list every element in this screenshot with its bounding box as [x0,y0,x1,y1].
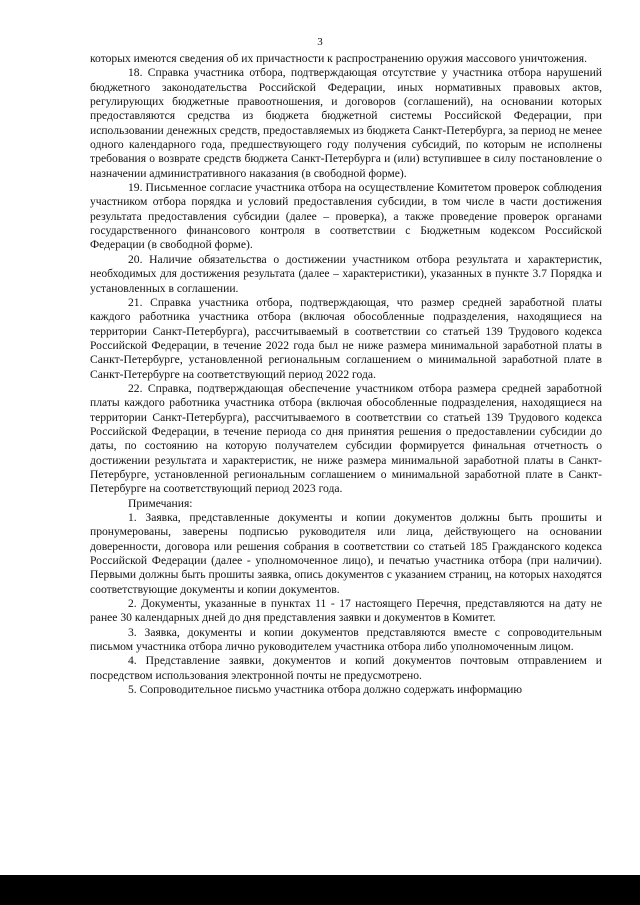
paragraph-17-continuation: которых имеются сведения об их причастности к распространению оружия массового уничтожения. [90,52,587,65]
paragraph-20: 20. Наличие обязательства о достижении участником отбора результата и характеристик, необходимых для достижения результата (далее – характеристики), указанных в пункте 3.7 Порядка и установленных в соглашении. [90,252,602,295]
page-number: 3 [317,36,323,48]
note-3: 3. Заявка, документы и копии документов представляются вместе с сопроводительным письмом участника отбора лично руководителем участника отбора либо уполномоченным лицом. [90,625,602,654]
note-5: 5. Сопроводительное письмо участника отбора должно содержать информацию [128,683,522,697]
page-body [90,52,602,697]
note-4: 4. Представление заявки, документов и копий документов почтовым отправлением и посредством использования электронной почты не предусмотрено. [90,654,602,682]
paragraph-19: 19. Письменное согласие участника отбора на осуществление Комитетом проверок соблюдения участником отбора порядка и условий предоставления субсидии, в том числе в части достижения результата предоставления субсидии (далее – проверка), а также проведение проверок органами государственного финансового контроля в соответствии с Бюджетным кодексом Российской Федерации (в свободной форме). [90,181,602,252]
paragraph-22: 22. Справка, подтверждающая обеспечение участником отбора размера средней заработной платы каждого работника участника отбора (включая обособленные подразделения, находящиеся на территории Санкт-Петербурга), рассчитываемого в соответствии со статьей 139 Трудового кодекса Российской Федерации, в течение периода со дня принятия решения о предоставлении субсидии до даты, по состоянию на которую получателем субсидии формируется финальная отчетность о достижении результата и характеристик, не ниже размера минимальной заработной платы в Санкт-Петербурге, установленной региональным соглашением о минимальной заработной плате в Санкт-Петербурге на соответствующий период 2023 года. [90,381,602,496]
note-2: 2. Документы, указанные в пунктах 11 - 17 настоящего Перечня, представляются на дату не ранее 30 календарных дней до дня представления заявки и документов в Комитет. [90,597,602,625]
note-1: 1. Заявка, представленные документы и копии документов должны быть прошиты и пронумерованы, заверены подписью руководителя или лица, действующего на основании доверенности, договора или решения собрания в соответствии со статьей 185 Гражданского кодекса Российской Федерации (далее - уполномоченное лицо), и печатью участника отбора (при наличии). Первыми должны быть прошиты заявка, опись документов с указанием страниц, на которых находятся соответствующие документы и копии документов. [90,511,602,596]
scan-edge-bar [0,875,640,905]
notes-heading: Примечания: [128,496,193,510]
paragraph-21: 21. Справка участника отбора, подтверждающая, что размер средней заработной платы каждого работника участника отбора (включая обособленные подразделения, находящиеся на территории Санкт-Петербурга), рассчитываемый в соответствии со статьей 139 Трудового кодекса Российской Федерации, в течение 2022 года был не ниже размера минимальной заработной платы в Санкт-Петербурге, установленной региональным соглашением о минимальной заработной плате в Санкт-Петербурге на соответствующий период 2022 года. [90,295,602,381]
paragraph-18: 18. Справка участника отбора, подтверждающая отсутствие у участника отбора нарушений бюджетного законодательства Российской Федерации, иных нормативных правовых актов, регулирующих бюджетные правоотношения, и договоров (соглашений), на основании которых предоставляются средства из бюджета бюджетной системы Российской Федерации, при использовании денежных средств, предоставляемых из бюджета Санкт-Петербурга, за период не менее одного календарного года, предшествующего году получения субсидий, по которым не исполнены требования о возврате средств бюджета Санкт-Петербурга и (или) вступившее в силу постановление о назначении административного наказания (в свободной форме). [90,66,602,180]
